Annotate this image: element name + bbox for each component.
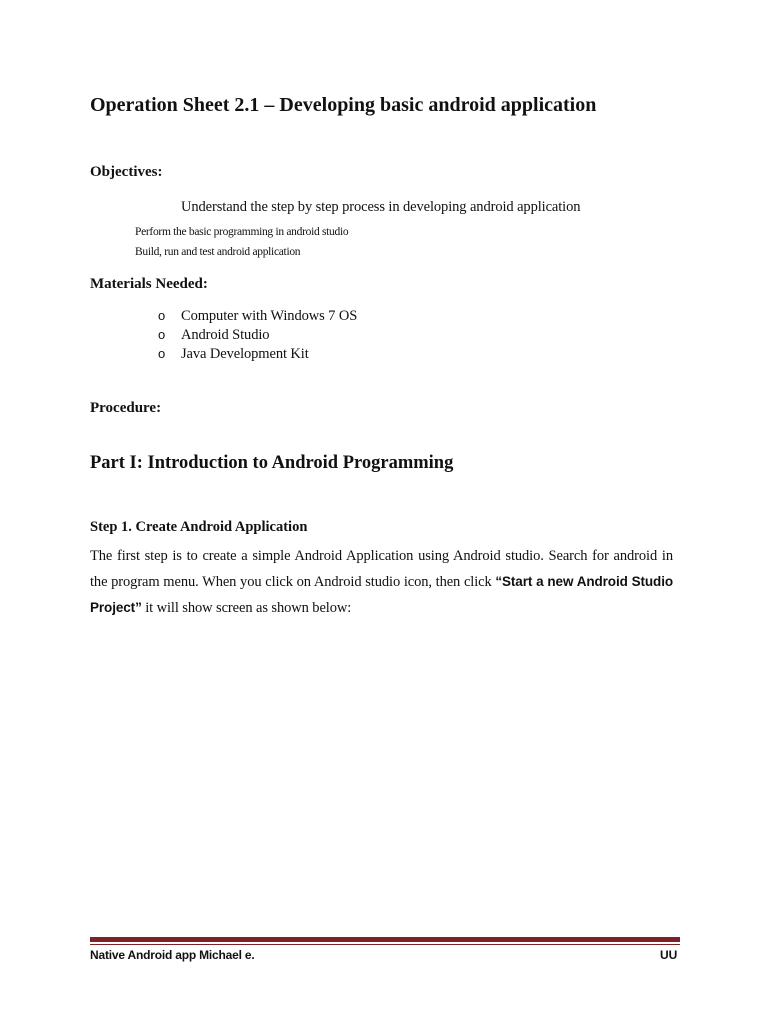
part-title: Part I: Introduction to Android Programming <box>90 453 454 473</box>
bullet-marker: o <box>158 346 166 361</box>
paragraph-text-end: it will show screen as shown below: <box>141 600 352 616</box>
materials-heading: Materials Needed: <box>90 276 208 292</box>
material-item-text: Java Development Kit <box>181 346 309 362</box>
bullet-marker: o <box>158 327 166 342</box>
objective-item-2: Perform the basic programming in android studio <box>135 226 349 238</box>
materials-list <box>158 306 357 363</box>
footer-rule-thick <box>90 937 680 942</box>
procedure-heading: Procedure: <box>90 400 162 416</box>
objective-item-1: Understand the step by step process in developing android application <box>181 199 581 215</box>
footer-rule-thin <box>90 944 680 945</box>
step-title: Step 1. Create Android Application <box>90 519 308 535</box>
material-item-text: Computer with Windows 7 OS <box>181 308 358 324</box>
footer-right-text: UU <box>660 948 678 962</box>
bullet-marker: o <box>158 308 166 323</box>
objectives-heading: Objectives: <box>90 164 163 180</box>
material-item-text: Android Studio <box>181 327 270 343</box>
document-title: Operation Sheet 2.1 – Developing basic android application <box>90 94 597 116</box>
footer-left-text: Native Android app Michael e. <box>90 948 255 962</box>
paragraph-text-start: The first step is to create a simple Android Application using Android studio. Search for android in the program menu. When you click on Android studio icon, then click <box>90 548 673 590</box>
list-item <box>158 306 357 325</box>
paragraph-emphasis: “Start a new Android Studio Project” <box>90 574 673 615</box>
list-item <box>158 325 357 344</box>
objective-item-3: Build, run and test android application <box>135 246 301 258</box>
step-paragraph <box>90 544 673 621</box>
list-item <box>158 344 357 363</box>
